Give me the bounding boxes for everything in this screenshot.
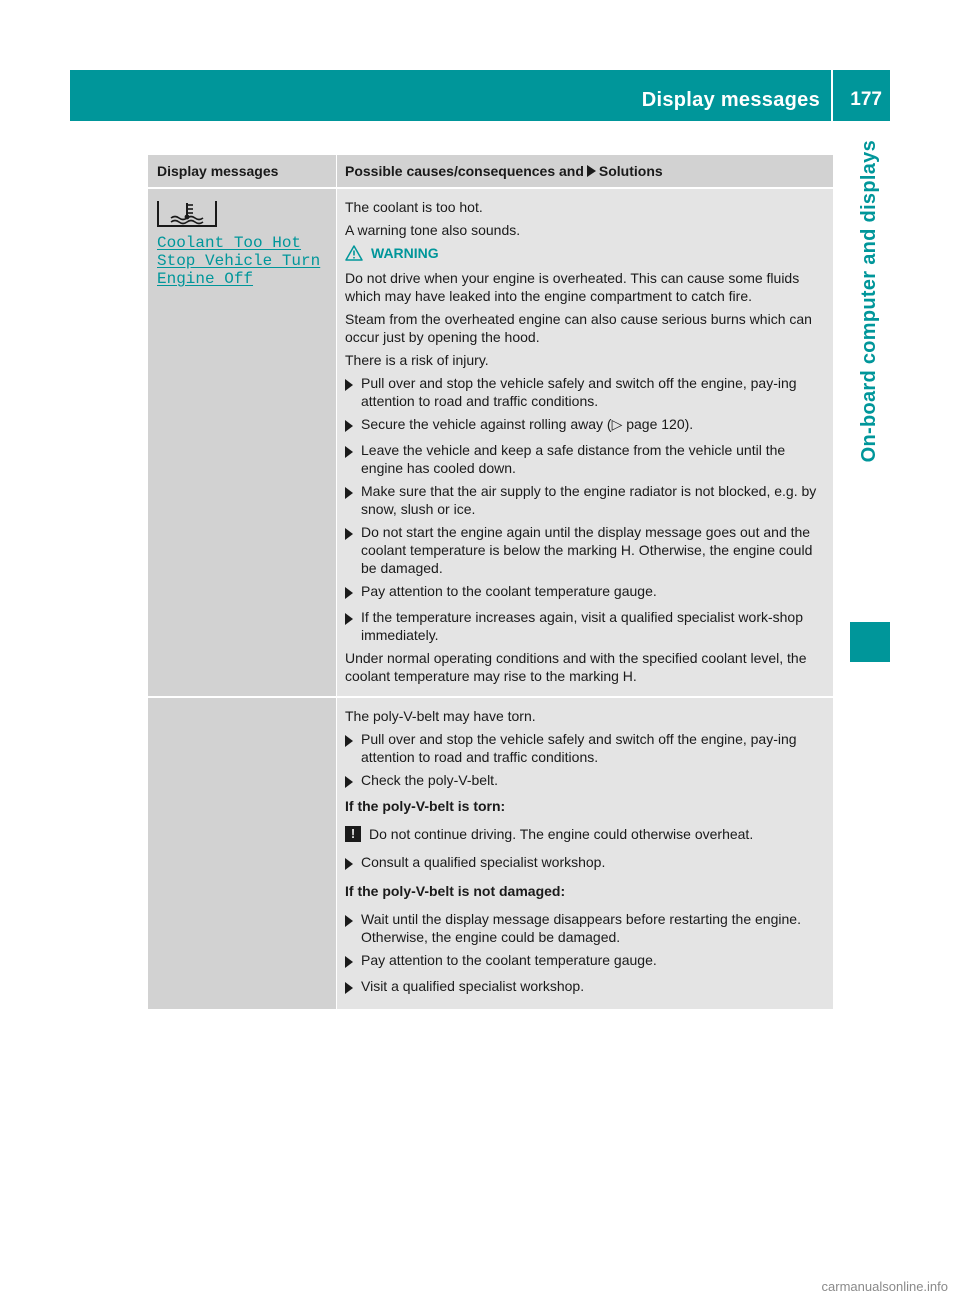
cause-text: The coolant is too hot. [345,199,483,215]
watermark: carmanualsonline.info [821,1279,948,1294]
warning-label: WARNING [371,245,439,261]
notice-text: Do not continue driving. The engine could otherwise overheat. [369,826,754,842]
section-tab-label: On-board computer and displays [858,140,880,463]
display-messages-table [148,155,833,1009]
instruction-step [345,730,829,766]
arrow-icon [345,420,353,432]
instruction-text: Do not start the engine again until the display message goes out and the coolant temperature is below the marking H. Otherwise, the engine could be damaged. [361,524,813,576]
instruction-step [345,374,829,410]
instruction-step [345,771,829,792]
table-header [148,155,833,187]
warning-text: There is a risk of injury. [345,352,489,368]
instruction-step [345,910,829,946]
instruction-step [345,582,829,603]
instruction-text: Pay attention to the coolant temperature gauge. [361,583,657,599]
arrow-icon [345,446,353,458]
instruction-text: Pay attention to the coolant temperature gauge. [361,952,657,968]
table-row [148,187,833,696]
cause-text: A warning tone also sounds. [345,222,521,238]
instruction-step [345,415,829,436]
instruction-text: Secure the vehicle against rolling away (▷ page 120). [361,416,694,432]
col-header-solutions-text: Solutions [598,163,663,179]
cause-text: The poly-V-belt may have torn. [345,708,536,724]
causes-solutions-cell [336,698,833,1009]
arrow-icon [345,982,353,994]
instruction-text: Pull over and stop the vehicle safely and switch off the engine, pay-ing attention to road and traffic conditions. [361,731,797,765]
section-marker [850,622,890,662]
instruction-text: Visit a qualified specialist workshop. [361,978,585,994]
instruction-step [345,608,829,644]
table-row [148,696,833,1009]
display-message-line: Engine Off [157,270,254,288]
instruction-text: Wait until the display message disappears before restarting the engine. Otherwise, the engine could be damaged. [361,911,801,945]
display-message-line: Stop Vehicle Turn [157,252,321,270]
warning-heading [345,244,829,262]
causes-solutions-cell [336,189,833,696]
arrow-icon [345,956,353,968]
section-tab [848,140,890,610]
notice-icon: ! [345,826,361,842]
display-message-text [157,234,336,288]
display-message-cell [148,189,336,696]
page-header [70,70,890,121]
page-number: 177 [850,89,882,110]
arrow-icon [345,379,353,391]
instruction-step [345,951,829,972]
arrow-icon [587,165,596,177]
arrow-icon [345,858,353,870]
instruction-text: Consult a qualified specialist workshop. [361,854,606,870]
arrow-icon [345,915,353,927]
instruction-text: If the temperature increases again, visit a qualified specialist work-shop immediately. [361,609,803,643]
display-message-cell [148,698,336,1009]
condition-heading: If the poly-V-belt is torn: [345,798,506,814]
instruction-text: Pull over and stop the vehicle safely and switch off the engine, pay-ing attention to road and traffic conditions. [361,375,797,409]
instruction-text: Make sure that the air supply to the engine radiator is not blocked, e.g. by snow, slush or ice. [361,483,817,517]
header-title: Display messages [641,89,820,111]
instruction-step [345,482,829,518]
instruction-step [345,441,829,477]
warning-text: Do not drive when your engine is overheated. This can cause some fluids which may have leaked into the engine compartment to catch fire. [345,270,800,304]
instruction-text: Check the poly-V-belt. [361,772,498,788]
arrow-icon [345,735,353,747]
display-message-line: Coolant Too Hot [157,234,302,252]
arrow-icon [345,528,353,540]
header-divider [831,70,833,121]
arrow-icon [345,776,353,788]
col-header-causes [336,155,833,187]
instruction-text: Leave the vehicle and keep a safe distance from the vehicle until the engine has cooled down. [361,442,786,476]
arrow-icon [345,487,353,499]
col-header-display-messages: Display messages [157,163,279,179]
notice [345,825,829,843]
warning-triangle-icon [345,245,363,261]
arrow-icon [345,587,353,599]
instruction-step [345,977,829,998]
warning-text: Steam from the overheated engine can also cause serious burns which can occur just by opening the hood. [345,311,812,345]
instruction-step [345,853,829,874]
arrow-icon [345,613,353,625]
instruction-step [345,523,829,577]
coolant-temperature-icon [157,201,217,227]
col-header-causes-text: Possible causes/consequences and [345,163,584,179]
closing-note: Under normal operating conditions and with the specified coolant level, the coolant temperature may rise to the marking H. [345,650,807,684]
condition-heading: If the poly-V-belt is not damaged: [345,883,566,899]
